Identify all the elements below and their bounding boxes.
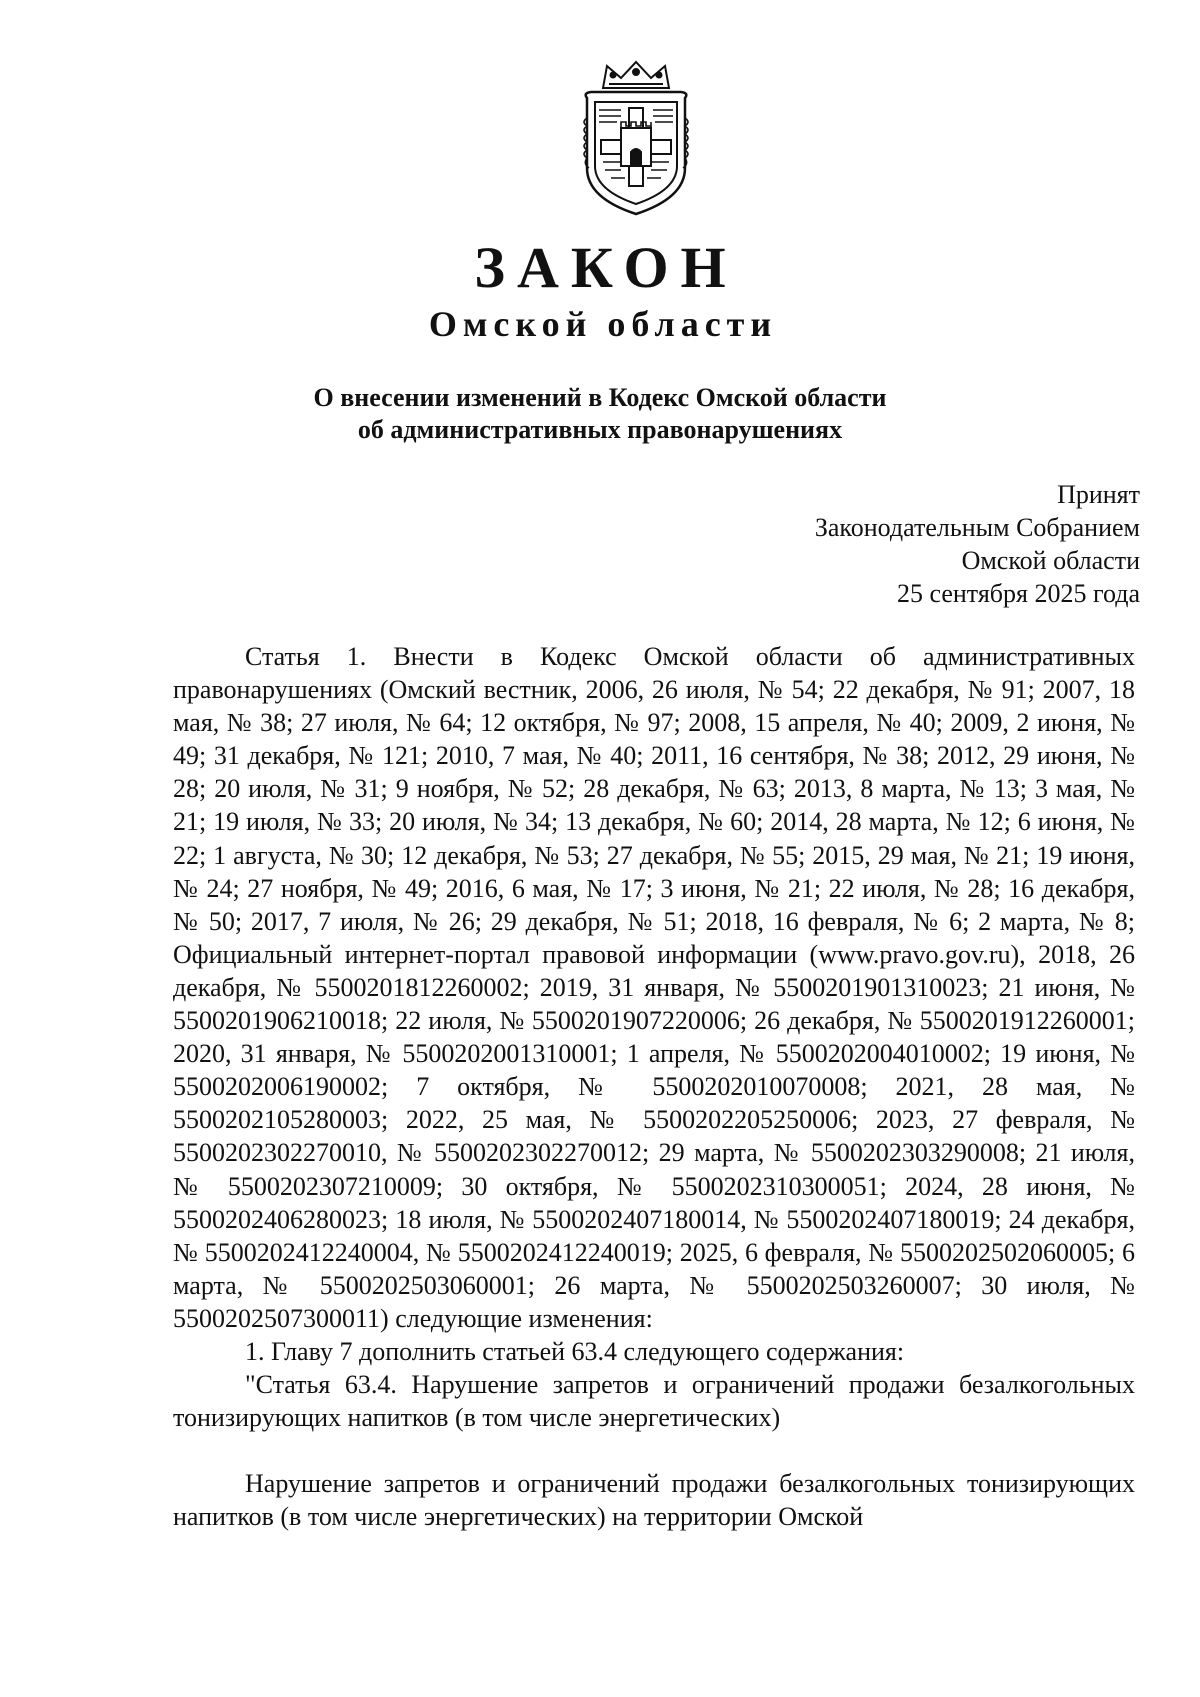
- adoption-line-3: Омской области: [961, 546, 1140, 575]
- law-subject-line-2: об административных правонарушениях: [357, 415, 843, 444]
- article-1-paragraph: Статья 1. Внести в Кодекс Омской области об административных правонарушениях (Омский вестник, 2006, 26 июля, № 54; 22 декабря, № 91; 2007, 18 мая, № 38; 27 июля, № 64; 12 октября, № 97; 2008, 15 апреля, № 40; 2009, 2 июня, № 49; 31 декабря, № 121; 2010, 7 мая, № 40; 2011, 16 сентября, № 38; 2012, 29 июня, № 28; 20 июля, № 31; 9 ноября, № 52; 28 декабря, № 63; 2013, 8 марта, № 13; 3 мая, № 21; 19 июля, № 33; 20 июля, № 34; 13 декабря, № 60; 2014, 28 марта, № 12; 6 июня, № 22; 1 августа, № 30; 12 декабря, № 53; 27 декабря, № 55; 2015, 29 мая, № 21; 19 июня, № 24; 27 ноября, № 49; 2016, 6 мая, № 17; 3 июня, № 21; 22 июля, № 28; 16 декабря, № 50; 2017, 7 июля, № 26; 29 декабря, № 51; 2018, 16 февраля, № 6; 2 марта, № 8; Официальный интернет-портал правовой информации (www.pravo.gov.ru), 2018, 26 декабря, № 5500201812260002; 2019, 31 января, № 5500201901310023; 21 июня, № 5500201906210018; 22 июля, № 5500201907220006; 26 декабря, № 5500201912260001; 2020, 31 января, № 5500202001310001; 1 апреля, № 5500202004010002; 19 июня, № 5500202006190002; 7 октября, № 5500202010070008; 2021, 28 мая, № 5500202105280003; 2022, 25 мая, № 5500202205250006; 2023, 27 февраля, № 5500202302270010, № 5500202302270012; 29 марта, № 5500202303290008; 21 июля, № 5500202307210009; 30 октября, № 5500202310300051; 2024, 28 июня, № 5500202406280023; 18 июля, № 5500202407180014, № 5500202407180019; 24 декабря, № 5500202412240004, № 5500202412240019; 2025, 6 февраля, № 5500202502060005; 6 марта, № 5500202503060001; 26 марта, № 5500202503260007; 30 июля, № 5500202507300011) следующие изменения:: [173, 642, 1135, 1333]
- adoption-line-1: Принят: [1057, 480, 1140, 509]
- adoption-line-2: Законодательным Собранием: [814, 513, 1140, 542]
- law-subject-line-1: О внесении изменений в Кодекс Омской области: [313, 383, 887, 412]
- omsk-coat-of-arms-icon: [573, 58, 700, 218]
- document-region: Омской области: [428, 304, 778, 344]
- law-subject: [0, 382, 1200, 446]
- violation-paragraph: Нарушение запретов и ограничений продажи безалкогольных тонизирующих напитков (в том числе энергетических) на территории Омской: [173, 1469, 1135, 1532]
- adoption-block: [815, 478, 1140, 610]
- item-1-paragraph: 1. Главу 7 дополнить статьей 63.4 следующего содержания:: [245, 1336, 905, 1366]
- document-title: ЗАКОН: [474, 235, 738, 300]
- adoption-date: 25 сентября 2025 года: [896, 579, 1140, 608]
- law-body: [173, 640, 1135, 1533]
- article-63-4-heading: "Статья 63.4. Нарушение запретов и ограничений продажи безалкогольных тонизирующих напитков (в том числе энергетических): [173, 1370, 1135, 1433]
